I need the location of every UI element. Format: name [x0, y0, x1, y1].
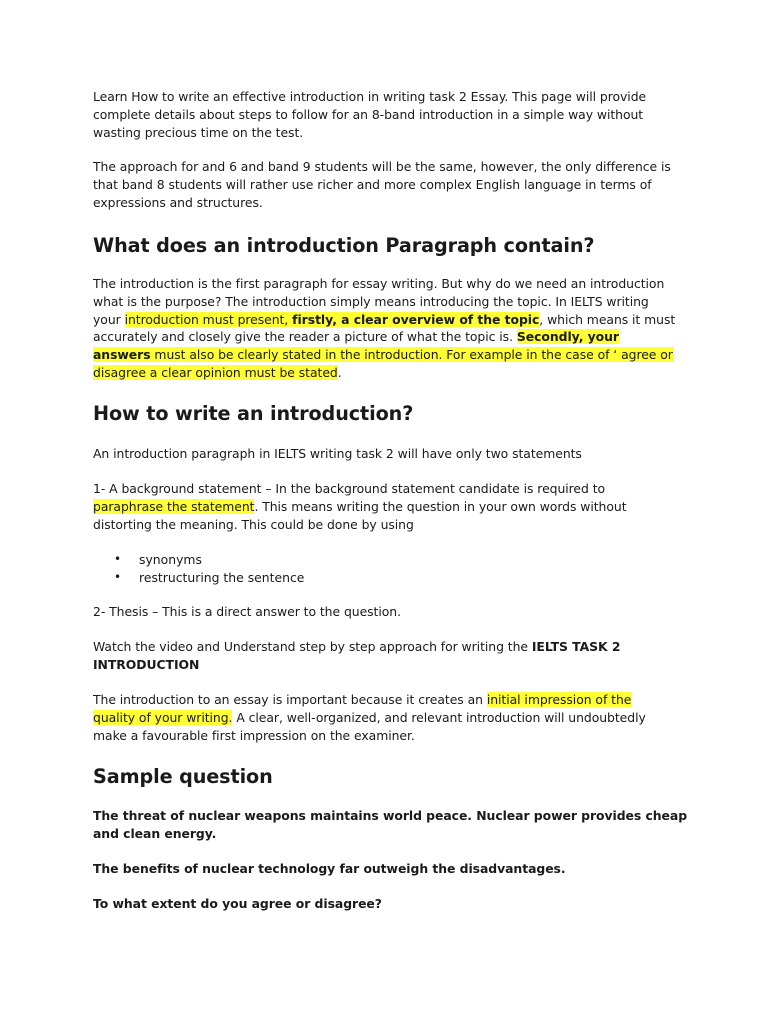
section-heading-how-to: How to write an introduction?: [93, 402, 414, 425]
contain-paragraph: [93, 275, 680, 382]
highlight-impression: initial impression of the quality of your writing.: [93, 692, 632, 725]
background-text-a: 1- A background statement – In the background statement candidate is required to: [93, 481, 606, 496]
sample-question-2-text: The benefits of nuclear technology far outweigh the disadvantages.: [93, 861, 566, 876]
highlight-opinion: must also be clearly stated in the introduction. For example in the case of ‘ agree or disagree a clear opinion must be stated: [93, 347, 673, 380]
importance-text-b: A clear, well-organized, and relevant introduction will undoubtedly make a favourable first impression on the examiner.: [93, 709, 646, 743]
contain-text-a: The introduction is the first paragraph for essay writing. But why do we need an introduction what is the purpose? The introduction simply means introducing the topic. In IELTS writing your: [93, 276, 665, 327]
video-text-a: Watch the video and Understand step by step approach for writing the: [93, 639, 532, 654]
sample-question-2: [93, 860, 676, 878]
section-heading-sample: Sample question: [93, 765, 273, 788]
how-to-paragraph-1: An introduction paragraph in IELTS writing task 2 will have only two statements: [93, 446, 582, 461]
importance-paragraph: [93, 691, 676, 744]
highlight-overview-b: firstly, a clear overview of the topic: [292, 311, 540, 327]
list-item-synonyms: • synonyms: [93, 551, 676, 569]
section-heading-contain: What does an introduction Paragraph contain?: [93, 234, 595, 257]
highlight-overview-a: introduction must present,: [124, 311, 293, 327]
intro-paragraph-1: Learn How to write an effective introduction in writing task 2 Essay. This page will provide complete details about steps to follow for an 8-band introduction in a simple way without wasting precious time on the test.: [93, 89, 647, 140]
sample-question-1-text: The threat of nuclear weapons maintains world peace. Nuclear power provides cheap and clean energy.: [93, 808, 688, 841]
highlight-secondly: Secondly, your answers: [93, 329, 619, 363]
background-text-b: . This means writing the question in your own words without distorting the meaning. This could be done by using: [93, 498, 627, 532]
background-statement-paragraph: [93, 480, 676, 533]
list-item-restructuring: • restructuring the sentence: [93, 569, 676, 587]
sample-question-3-text: To what extent do you agree or disagree?: [93, 896, 382, 911]
video-paragraph: [93, 638, 676, 674]
intro-paragraph-2: The approach for and 6 and band 9 students will be the same, however, the only difference is that band 8 students will rather use richer and more complex English language in terms of expressions and structures.: [93, 159, 671, 210]
sample-question-3: [93, 895, 676, 913]
highlight-paraphrase: paraphrase the statement: [93, 498, 255, 514]
importance-text-a: The introduction to an essay is important because it creates an: [93, 692, 487, 707]
thesis-paragraph: 2- Thesis – This is a direct answer to the question.: [93, 604, 401, 619]
contain-text-b: , which means it must accurately and closely give the reader a picture of what the topic is.: [93, 311, 676, 345]
contain-text-c: .: [337, 364, 342, 380]
sample-question-1: [93, 807, 688, 843]
technique-list: [93, 551, 676, 586]
video-text-bold: IELTS TASK 2 INTRODUCTION: [93, 639, 621, 672]
